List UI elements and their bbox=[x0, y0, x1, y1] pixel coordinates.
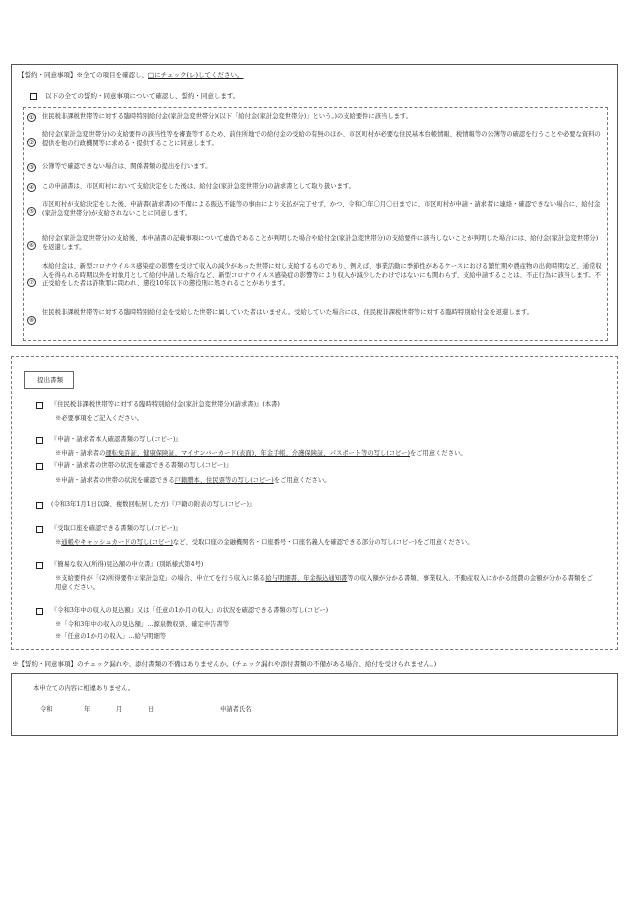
pledge-item-number: ⑧ bbox=[27, 316, 36, 325]
pledge-item-number: ③ bbox=[27, 163, 36, 172]
declaration-text: 本申立ての内容に相違ありません。 bbox=[33, 685, 135, 692]
doc-checkbox-id[interactable] bbox=[36, 437, 43, 444]
doc-label: (令和3年1月1日以降、複数回転居した方)『戸籍の附表の写し(コピー)』 bbox=[51, 501, 256, 508]
applicant-name-label: 申請者氏名 bbox=[220, 706, 252, 713]
doc-label: 『受取口座を確認できる書類の写し(コピー)』 bbox=[51, 525, 182, 532]
pledge-item-number: ⑤ bbox=[27, 207, 36, 216]
doc-checkbox-income-statement[interactable] bbox=[36, 562, 43, 569]
doc-note-bank: ※通帳やキャッシュカードの写し(コピー)など、受取口座の金融機関名・口座番号・口座名義人を確認できる部分の写し(コピー)をご用意ください。 bbox=[55, 539, 474, 546]
doc-checkbox-household[interactable] bbox=[36, 463, 43, 470]
pledge-item-text: 市区町村が支給決定をした後、申請書(請求書)の不備による振込不能等の事由により支払が完了せず、かつ、令和〇年〇月〇日までに、市区町村が申請・請求者に連絡・確認できない場合に、給付金(家計急変世帯分)が支給されないことに同意します。 bbox=[42, 201, 601, 217]
doc-checkbox-bank[interactable] bbox=[36, 526, 43, 533]
doc-note-id: ※申請・請求者の運転免許証、健康保険証、マイナンバーカード(表面)、年金手帳、介護保険証、パスポート等の写し(コピー)をご用意ください。 bbox=[55, 450, 467, 457]
agree-all-label: 以下の全ての誓約・同意事項について確認し、誓約・同意します。 bbox=[45, 92, 240, 100]
warning-note: ※【誓約・同意事項】のチェック漏れや、添付書類の不備はありませんか。(チェック漏れや添付書類の不備がある場合、給付を受けられません。) bbox=[12, 660, 437, 668]
pledge-item-text: 本給付金は、新型コロナウイルス感染症の影響を受けて収入の減少があった世帯に対し支給するものであり、例えば、事業活動に季節性があるケースにおける繁忙期や農産物の出荷時期など、通常収入を得られる時期以外を対象月として給付申請した場合など、新型コロナウイルス感染症の影響等により収入が減少したわけではないにも関わらず、支給申請することは、不正行為に該当します。不正受給をした者は詐欺罪に問われ、懲役10年以下の懲役刑に処されることがあります。 bbox=[42, 263, 602, 287]
pledge-item-text: この申請書は、市区町村において支給決定をした後は、給付金(家計急変世帯分)の請求書として取り扱います。 bbox=[42, 183, 355, 190]
date-year-label: 年 bbox=[84, 706, 91, 713]
pledge-item-text: 住民税非課税世帯等に対する臨時特別給付金(家計急変世帯分)(以下「給付金(家計急変世帯分)」という。)の支給要件に該当します。 bbox=[42, 113, 413, 120]
pledge-header-emph: □にチェック(レ)してください。 bbox=[148, 71, 244, 79]
documents-title: 提出書類 bbox=[37, 376, 63, 384]
pledge-item-number: ⑥ bbox=[27, 241, 36, 250]
pledge-item-number: ④ bbox=[27, 183, 36, 192]
pledge-item-number: ② bbox=[27, 138, 36, 147]
pledge-item-number: ⑦ bbox=[27, 278, 36, 287]
pledge-item-text: 給付金(家計急変世帯分)の支給要件の該当性等を審査等するため、前住所地での給付金の受給の有無のほか、市区町村が必要な住民基本台帳情報、税情報等の公簿等の確認を行うことや必要な資料の提供を他の行政機関等に求める・提供することに同意します。 bbox=[42, 131, 601, 147]
doc-label: 『申請・請求者本人確認書類の写し(コピー)』 bbox=[51, 436, 182, 443]
doc-note-income: ※支給要件が「(2)所得要件②家計急変」の場合、申立てを行う収入に係る給与明細書、年金振込通知書等の収入額が分かる書類、事業収入、不動産収入にかかる経費の金額が分かる書類をご用意ください。 bbox=[55, 575, 593, 591]
doc-label: 『令和3年中の収入の見込額』又は「任意の1か月の収入」の状況を確認できる書類の写し(コピー) bbox=[51, 607, 329, 614]
date-era: 令和 bbox=[40, 706, 53, 713]
doc-note: ※「任意の1か月の収入」…給与明細等 bbox=[55, 633, 167, 640]
date-day-label: 日 bbox=[148, 706, 155, 713]
doc-label: 『申請・請求者の世帯の状況を確認できる書類の写し(コピー)』 bbox=[51, 462, 232, 469]
doc-note: ※「令和3年中の収入の見込額」…源泉徴収票、確定申告書等 bbox=[55, 621, 230, 628]
agree-all-checkbox[interactable] bbox=[30, 93, 37, 100]
pledge-header-text: ※全ての項目を確認し、 bbox=[76, 71, 148, 79]
doc-note: ※必要事項をご記入ください。 bbox=[55, 415, 144, 422]
doc-label: 『住民税非課税世帯等に対する臨時特別給付金(家計急変世帯分)(請求書)』(本書) bbox=[51, 401, 280, 408]
doc-checkbox-income-estimate[interactable] bbox=[36, 608, 43, 615]
doc-checkbox-family-register[interactable] bbox=[36, 502, 43, 509]
doc-note-household: ※申請・請求者の世帯の状況を確認できる戸籍謄本、住民票等の写し(コピー)をご用意ください。 bbox=[55, 477, 331, 484]
pledge-item-text: 住民税非課税世帯等に対する臨時特別給付金を受給した世帯に属していた者はいません。受給していた場合には、住民税非課税世帯等に対する臨時特別給付金を返還します。 bbox=[42, 309, 534, 316]
pledge-item-text: 給付金(家計急変世帯分)の支給後、本申請書の記載事項について虚偽であることが判明した場合や給付金(家計急変世帯分)の支給要件に該当しないことが判明した場合には、給付金(家計急変世帯分)を返還します。 bbox=[42, 235, 599, 251]
pledge-item-number: ① bbox=[27, 113, 36, 122]
pledge-item-text: 公簿等で確認できない場合は、関係書類の提出を行います。 bbox=[42, 163, 212, 170]
applicant-name-field[interactable] bbox=[262, 702, 602, 716]
doc-label: 『簡易な収入(所得)見込額の申立書』(別紙様式第4号) bbox=[51, 561, 204, 568]
doc-checkbox-application[interactable] bbox=[36, 402, 43, 409]
date-month-label: 月 bbox=[116, 706, 123, 713]
pledge-header bbox=[18, 71, 244, 80]
pledge-header-label: 【誓約・同意事項】 bbox=[18, 71, 77, 79]
